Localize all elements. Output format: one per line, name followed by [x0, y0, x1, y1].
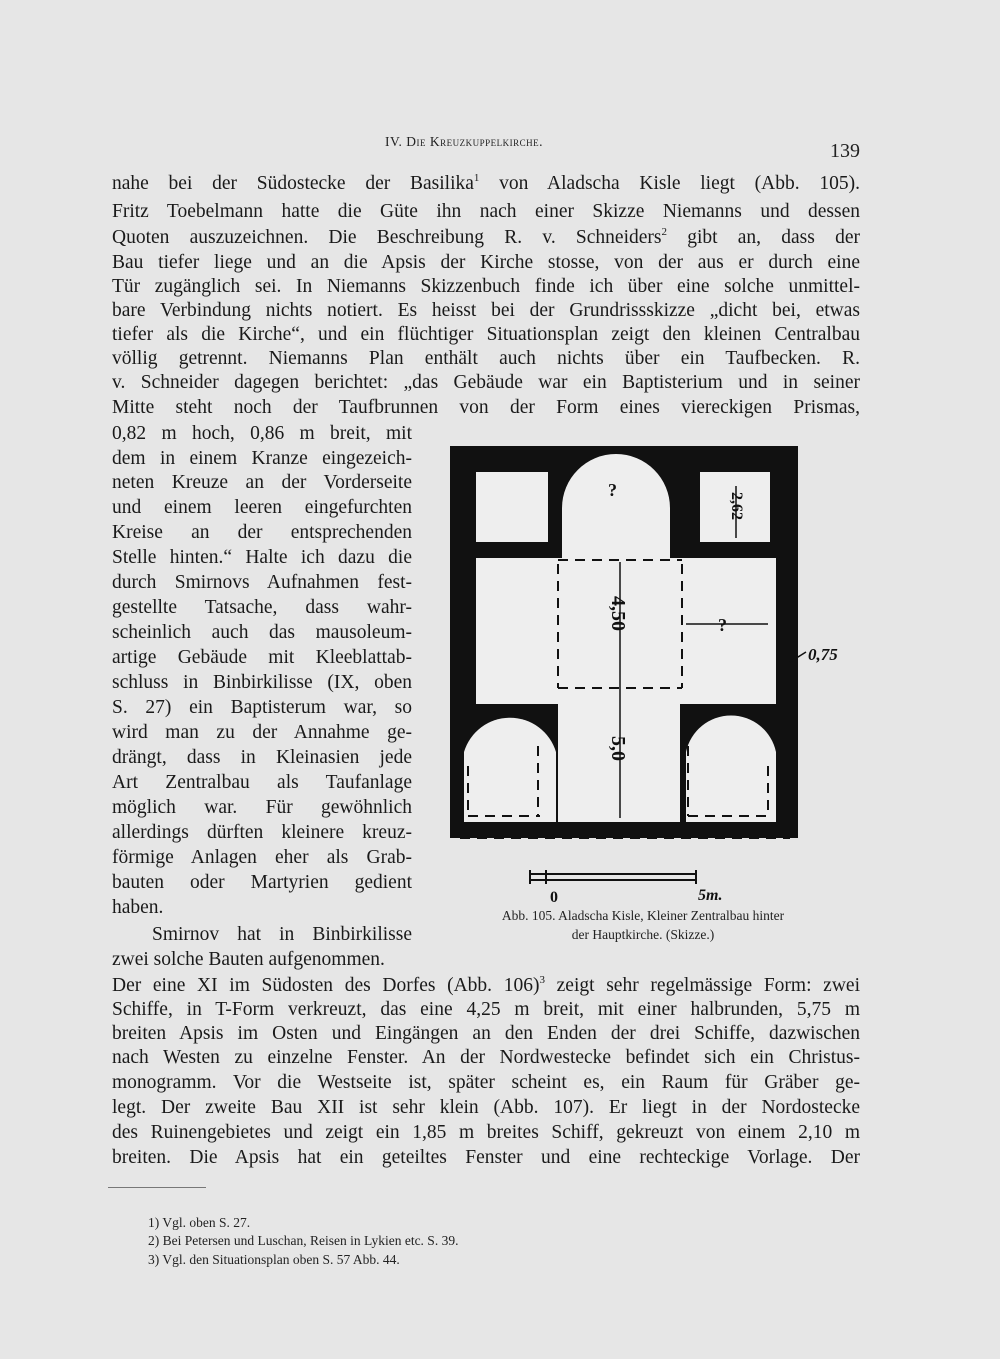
body-line: breiten. Die Apsis hat ein geteiltes Fenster und eine rechteckige Vorlage. Der	[112, 1147, 860, 1168]
plan-label-top-right: 2,62	[728, 492, 745, 520]
body-line: zwei solche Bauten aufgenommen.	[112, 949, 385, 970]
plan-label-center-upper: 4,50	[607, 596, 629, 631]
scale-bar	[530, 870, 696, 884]
body-line: Smirnov hat in Binbirkilisse	[152, 924, 412, 945]
plan-central-space	[476, 558, 776, 704]
body-line: v. Schneider dagegen berichtet: „das Gebäude war ein Baptisterium und in seiner	[112, 372, 860, 393]
body-line: 0,82 m hoch, 0,86 m breit, mit	[112, 423, 412, 444]
footnote-ref: 3	[539, 974, 545, 986]
body-line: durch Smirnovs Aufnahmen fest-	[112, 572, 412, 593]
body-line: des Ruinengebietes und zeigt ein 1,85 m breites Schiff, gekreuzt von einem 2,10 m	[112, 1122, 860, 1143]
footnote-ref: 2	[661, 226, 667, 238]
scale-label-end: 5m.	[698, 887, 723, 904]
body-line: Bau tiefer liege und an die Apsis der Kirche stosse, von der aus er durch eine	[112, 252, 860, 273]
plan-room-top-left	[476, 472, 548, 542]
footnote-ref: 1	[473, 172, 480, 184]
figure-caption	[458, 906, 828, 944]
body-line: völlig getrennt. Niemanns Plan enthält auch nichts über ein Taufbecken. R.	[112, 348, 860, 369]
body-line: dem in einem Kranze eingezeich-	[112, 448, 412, 469]
plan-label-right-room: ?	[718, 615, 727, 635]
body-line: monogramm. Vor die Westseite ist, später scheint es, ein Raum für Gräber ge-	[112, 1072, 860, 1093]
body-line: Kreise an der entsprechenden	[112, 522, 412, 543]
body-line: gestellte Tatsache, dass wahr-	[112, 597, 412, 618]
floor-plan-figure	[450, 446, 850, 946]
body-line: allerdings dürften kleinere kreuz-	[112, 822, 412, 843]
body-line: haben.	[112, 897, 164, 918]
body-line: legt. Der zweite Bau XII ist sehr klein (Abb. 107). Er liegt in der Nordostecke	[112, 1097, 860, 1118]
body-line: schluss in Binbirkilisse (IX, oben	[112, 672, 412, 693]
plan-central-lower	[558, 704, 680, 822]
footnote: 2) Bei Petersen und Luschan, Reisen in Lykien etc. S. 39.	[148, 1233, 459, 1248]
body-line: Stelle hinten.“ Halte ich dazu die	[112, 547, 412, 568]
body-line: bauten oder Martyrien gedient	[112, 872, 412, 893]
body-line: wird man zu der Annahme ge-	[112, 722, 412, 743]
body-line: tiefer als die Kirche“, und ein flüchtiger Situationsplan zeigt den kleinen Centralbau	[112, 324, 860, 345]
body-line: scheinlich auch das mausoleum-	[112, 622, 412, 643]
body-line: förmige Anlagen eher als Grab-	[112, 847, 412, 868]
body-line: nahe bei der Südostecke der Basilika$^1$ von Aladscha Kisle liegt (Abb. 105).	[112, 172, 860, 194]
plan-label-center-lower: 5,0	[607, 736, 629, 761]
plan-label-wall: 0,75	[808, 645, 838, 664]
body-line: Mitte steht noch der Taufbrunnen von der Form eines viereckigen Prismas,	[112, 397, 860, 418]
body-line: Schiffe, in T-Form verkreuzt, das eine 4,25 m breit, mit einer halbrunden, 5,75 m	[112, 999, 860, 1020]
plan-niche-right	[686, 716, 776, 822]
caption-line: der Hauptkirche. (Skizze.)	[571, 927, 715, 942]
scale-label-zero: 0	[550, 889, 558, 906]
footnote: 3) Vgl. den Situationsplan oben S. 57 Abb. 44.	[148, 1252, 400, 1267]
body-line: Quoten auszuzeichnen. Die Beschreibung R. v. Schneiders$^2$ gibt an, dass der	[112, 226, 860, 248]
body-line: möglich war. Für gewöhnlich	[112, 797, 412, 818]
body-line: neten Kreuze an der Vorderseite	[112, 472, 412, 493]
running-head: IV. Die Kreuzkuppelkirche.	[385, 134, 543, 149]
body-line: Fritz Toebelmann hatte die Güte ihn nach einer Skizze Niemanns und dessen	[112, 201, 860, 222]
footnote-divider	[108, 1187, 206, 1188]
body-line: nach Westen zu einzelne Fenster. An der Nordwestecke befindet sich ein Christus-	[112, 1047, 860, 1068]
page-number: 139	[830, 140, 860, 162]
body-line: Tür zugänglich sei. In Niemanns Skizzenbuch finde ich über eine solche unmittel-	[112, 276, 860, 297]
plan-niche-left	[464, 718, 556, 822]
body-line: artige Gebäude mit Kleeblattab-	[112, 647, 412, 668]
footnote: 1) Vgl. oben S. 27.	[148, 1215, 251, 1230]
caption-line: Abb. 105. Aladscha Kisle, Kleiner Zentralbau hinter	[501, 908, 785, 923]
body-line: Art Zentralbau als Taufanlage	[112, 772, 412, 793]
body-line: Der eine XI im Südosten des Dorfes (Abb. 106)$^3$ zeigt sehr regelmässige Form: zwei	[112, 974, 860, 996]
plan-label-apse: ?	[608, 480, 617, 500]
body-line: bare Verbindung nichts notiert. Es heisst bei der Grundrissskizze „dicht bei, etwas	[112, 300, 860, 321]
body-line: drängt, dass in Kleinasien jede	[112, 747, 412, 768]
body-line: S. 27) ein Baptisterum war, so	[112, 697, 412, 718]
body-line: und einem leeren eingefurchten	[112, 497, 412, 518]
body-line: breiten Apsis im Osten und Eingängen an den Enden der drei Schiffe, dazwischen	[112, 1023, 860, 1044]
plan-apse	[562, 454, 670, 558]
